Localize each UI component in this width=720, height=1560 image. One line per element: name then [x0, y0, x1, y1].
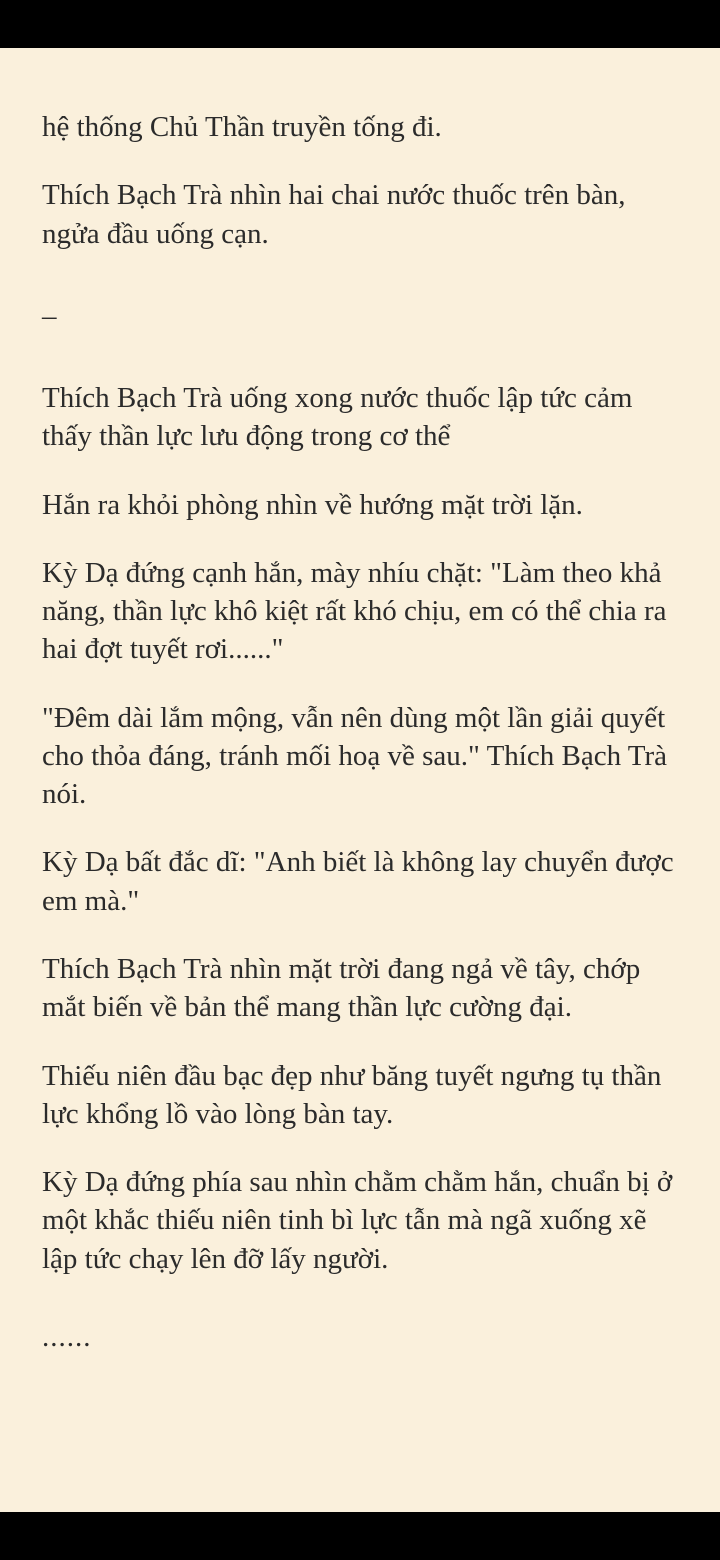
chapter-text [42, 108, 681, 1356]
paragraph: Hắn ra khỏi phòng nhìn về hướng mặt trời lặn. [42, 488, 583, 521]
paragraph: Thiếu niên đầu bạc đẹp như băng tuyết ngưng tụ thần lực khổng lồ vào lòng bàn tay. [42, 1059, 669, 1130]
paragraph: "Đêm dài lắm mộng, vẫn nên dùng một lần giải quyết cho thỏa đáng, tránh mối hoạ về sau." Thích Bạch Trà nói. [42, 701, 675, 811]
paragraph: Kỳ Dạ đứng phía sau nhìn chằm chằm hắn, chuẩn bị ở một khắc thiếu niên tinh bì lực tẫn mà ngã xuống xẽ lập tức chạy lên đỡ lấy người. [42, 1166, 680, 1275]
paragraph: Thích Bạch Trà uống xong nước thuốc lập tức cảm thấy thần lực lưu động trong cơ thể [42, 382, 640, 453]
paragraph-divider: – [42, 299, 57, 332]
paragraph: Thích Bạch Trà nhìn mặt trời đang ngả về tây, chớp mắt biến về bản thể mang thần lực cường đại. [42, 952, 648, 1024]
status-bar [0, 0, 720, 48]
paragraph: ...... [42, 1320, 92, 1353]
paragraph: Kỳ Dạ bất đắc dĩ: "Anh biết là không lay chuyển được em mà." [42, 846, 681, 917]
paragraph: Kỳ Dạ đứng cạnh hắn, mày nhíu chặt: "Làm theo khả năng, thần lực khô kiệt rất khó chịu, em có thể chia ra hai đợt tuyết rơi......" [42, 556, 674, 666]
paragraph: hệ thống Chủ Thần truyền tống đi. [42, 111, 442, 143]
paragraph: Thích Bạch Trà nhìn hai chai nước thuốc trên bàn, ngửa đầu uống cạn. [42, 179, 633, 250]
navigation-bar [0, 1512, 720, 1560]
reader-content-area[interactable] [0, 48, 720, 1512]
